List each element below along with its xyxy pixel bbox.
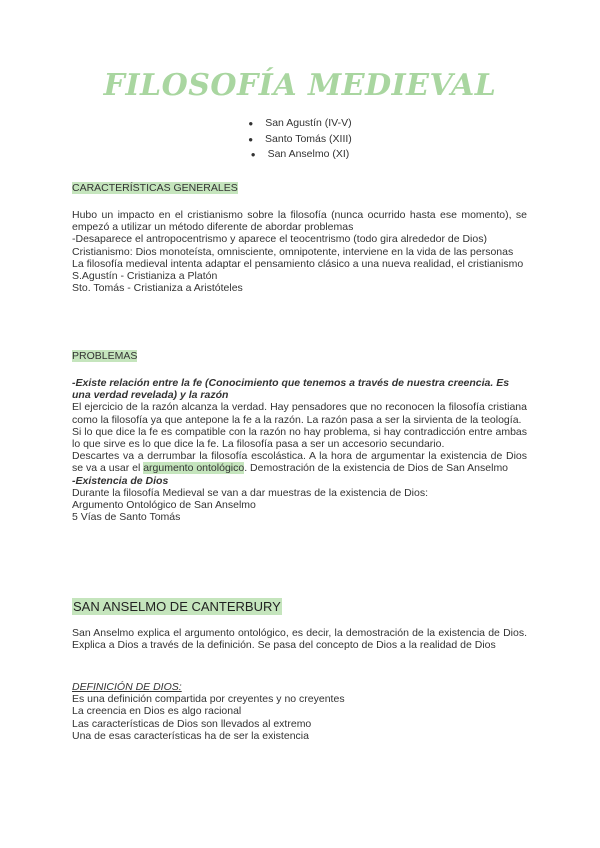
paragraph: Hubo un impacto en el cristianismo sobre la filosofía (nunca ocurrido hasta ese momento), se empezó a utilizar un método diferente de abordar problemas: [72, 209, 527, 234]
section-title: SAN ANSELMO DE CANTERBURY: [73, 599, 281, 614]
bullet-icon: ●: [250, 150, 256, 159]
list-item: ● San Anselmo (XI): [0, 147, 600, 163]
paragraph: Sto. Tomás - Cristianiza a Aristóteles: [72, 282, 243, 295]
subheading: DEFINICIÓN DE DIOS:: [72, 681, 182, 693]
paragraph: Durante la filosofía Medieval se van a dar muestras de la existencia de Dios:: [72, 486, 429, 499]
list-item: Una de esas características ha de ser la existencia: [72, 729, 309, 742]
list-item: ● Santo Tomás (XIII): [0, 132, 600, 148]
paragraph: 5 Vías de Santo Tomás: [72, 511, 181, 524]
problems-heading: PROBLEMAS: [72, 350, 138, 362]
general-heading: CARACTERÍSTICAS GENERALES: [72, 182, 238, 194]
paragraph: La filosofía medieval intenta adaptar el pensamiento clásico a una nueva realidad, el cristianismo: [72, 257, 524, 270]
paragraph: Argumento Ontológico de San Anselmo: [72, 499, 256, 512]
anselmo-body: [72, 627, 527, 651]
subheading: -Existe relación entre la fe (Conocimiento que tenemos a través de nuestra creencia. Es una verdad revelada) y la razón: [72, 377, 510, 402]
definition-block: [72, 681, 527, 742]
authors-list: [0, 116, 600, 163]
general-body: [72, 209, 527, 294]
bullet-icon: ●: [248, 119, 254, 128]
list-item: La creencia en Dios es algo racional: [72, 705, 242, 718]
paragraph: Cristianismo: Dios monoteísta, omnisciente, omnipotente, interviene en la vida de las personas: [72, 245, 514, 258]
paragraph: San Anselmo explica el argumento ontológico, es decir, la demostración de la existencia de Dios. Explica a Dios a través de la definición. Se pasa del concepto de Dios a la realidad de Dios: [72, 627, 527, 652]
subheading: -Existencia de Dios: [72, 474, 169, 487]
bullet-icon: ●: [248, 134, 254, 144]
list-item: ● San Agustín (IV-V): [0, 116, 600, 132]
paragraph: El ejercicio de la razón alcanza la verdad. Hay pensadores que no reconocen la filosofía cristiana como la filosofía ya que antepone la fe a la razón. La razón pasa a ser la sirvienta de la teología.: [72, 401, 527, 426]
problems-body: [72, 377, 527, 523]
paragraph: S.Agustín - Cristianiza a Platón: [72, 270, 218, 283]
highlight: argumento ontológico: [143, 462, 245, 475]
list-item: Es una definición compartida por creyentes y no creyentes: [72, 693, 345, 706]
list-item: Las características de Dios son llevados al extremo: [72, 717, 312, 730]
paragraph: Si lo que dice la fe es compatible con la razón no hay problema, si hay contradicción entre ambas lo que sirve es lo que dice la fe. La filosofía pasa a ser un accesorio secundario.: [72, 425, 527, 451]
page-title: FILOSOFÍA MEDIEVAL: [103, 68, 497, 103]
paragraph: -Desaparece el antropocentrismo y aparece el teocentrismo (todo gira alrededor de Dios): [72, 233, 487, 246]
paragraph: Descartes va a derrumbar la filosofía escolástica. A la hora de argumentar la existencia de Dios se va a usar el argumento ontológico. Demostración de la existencia de Dios de San Anselmo: [72, 450, 527, 475]
